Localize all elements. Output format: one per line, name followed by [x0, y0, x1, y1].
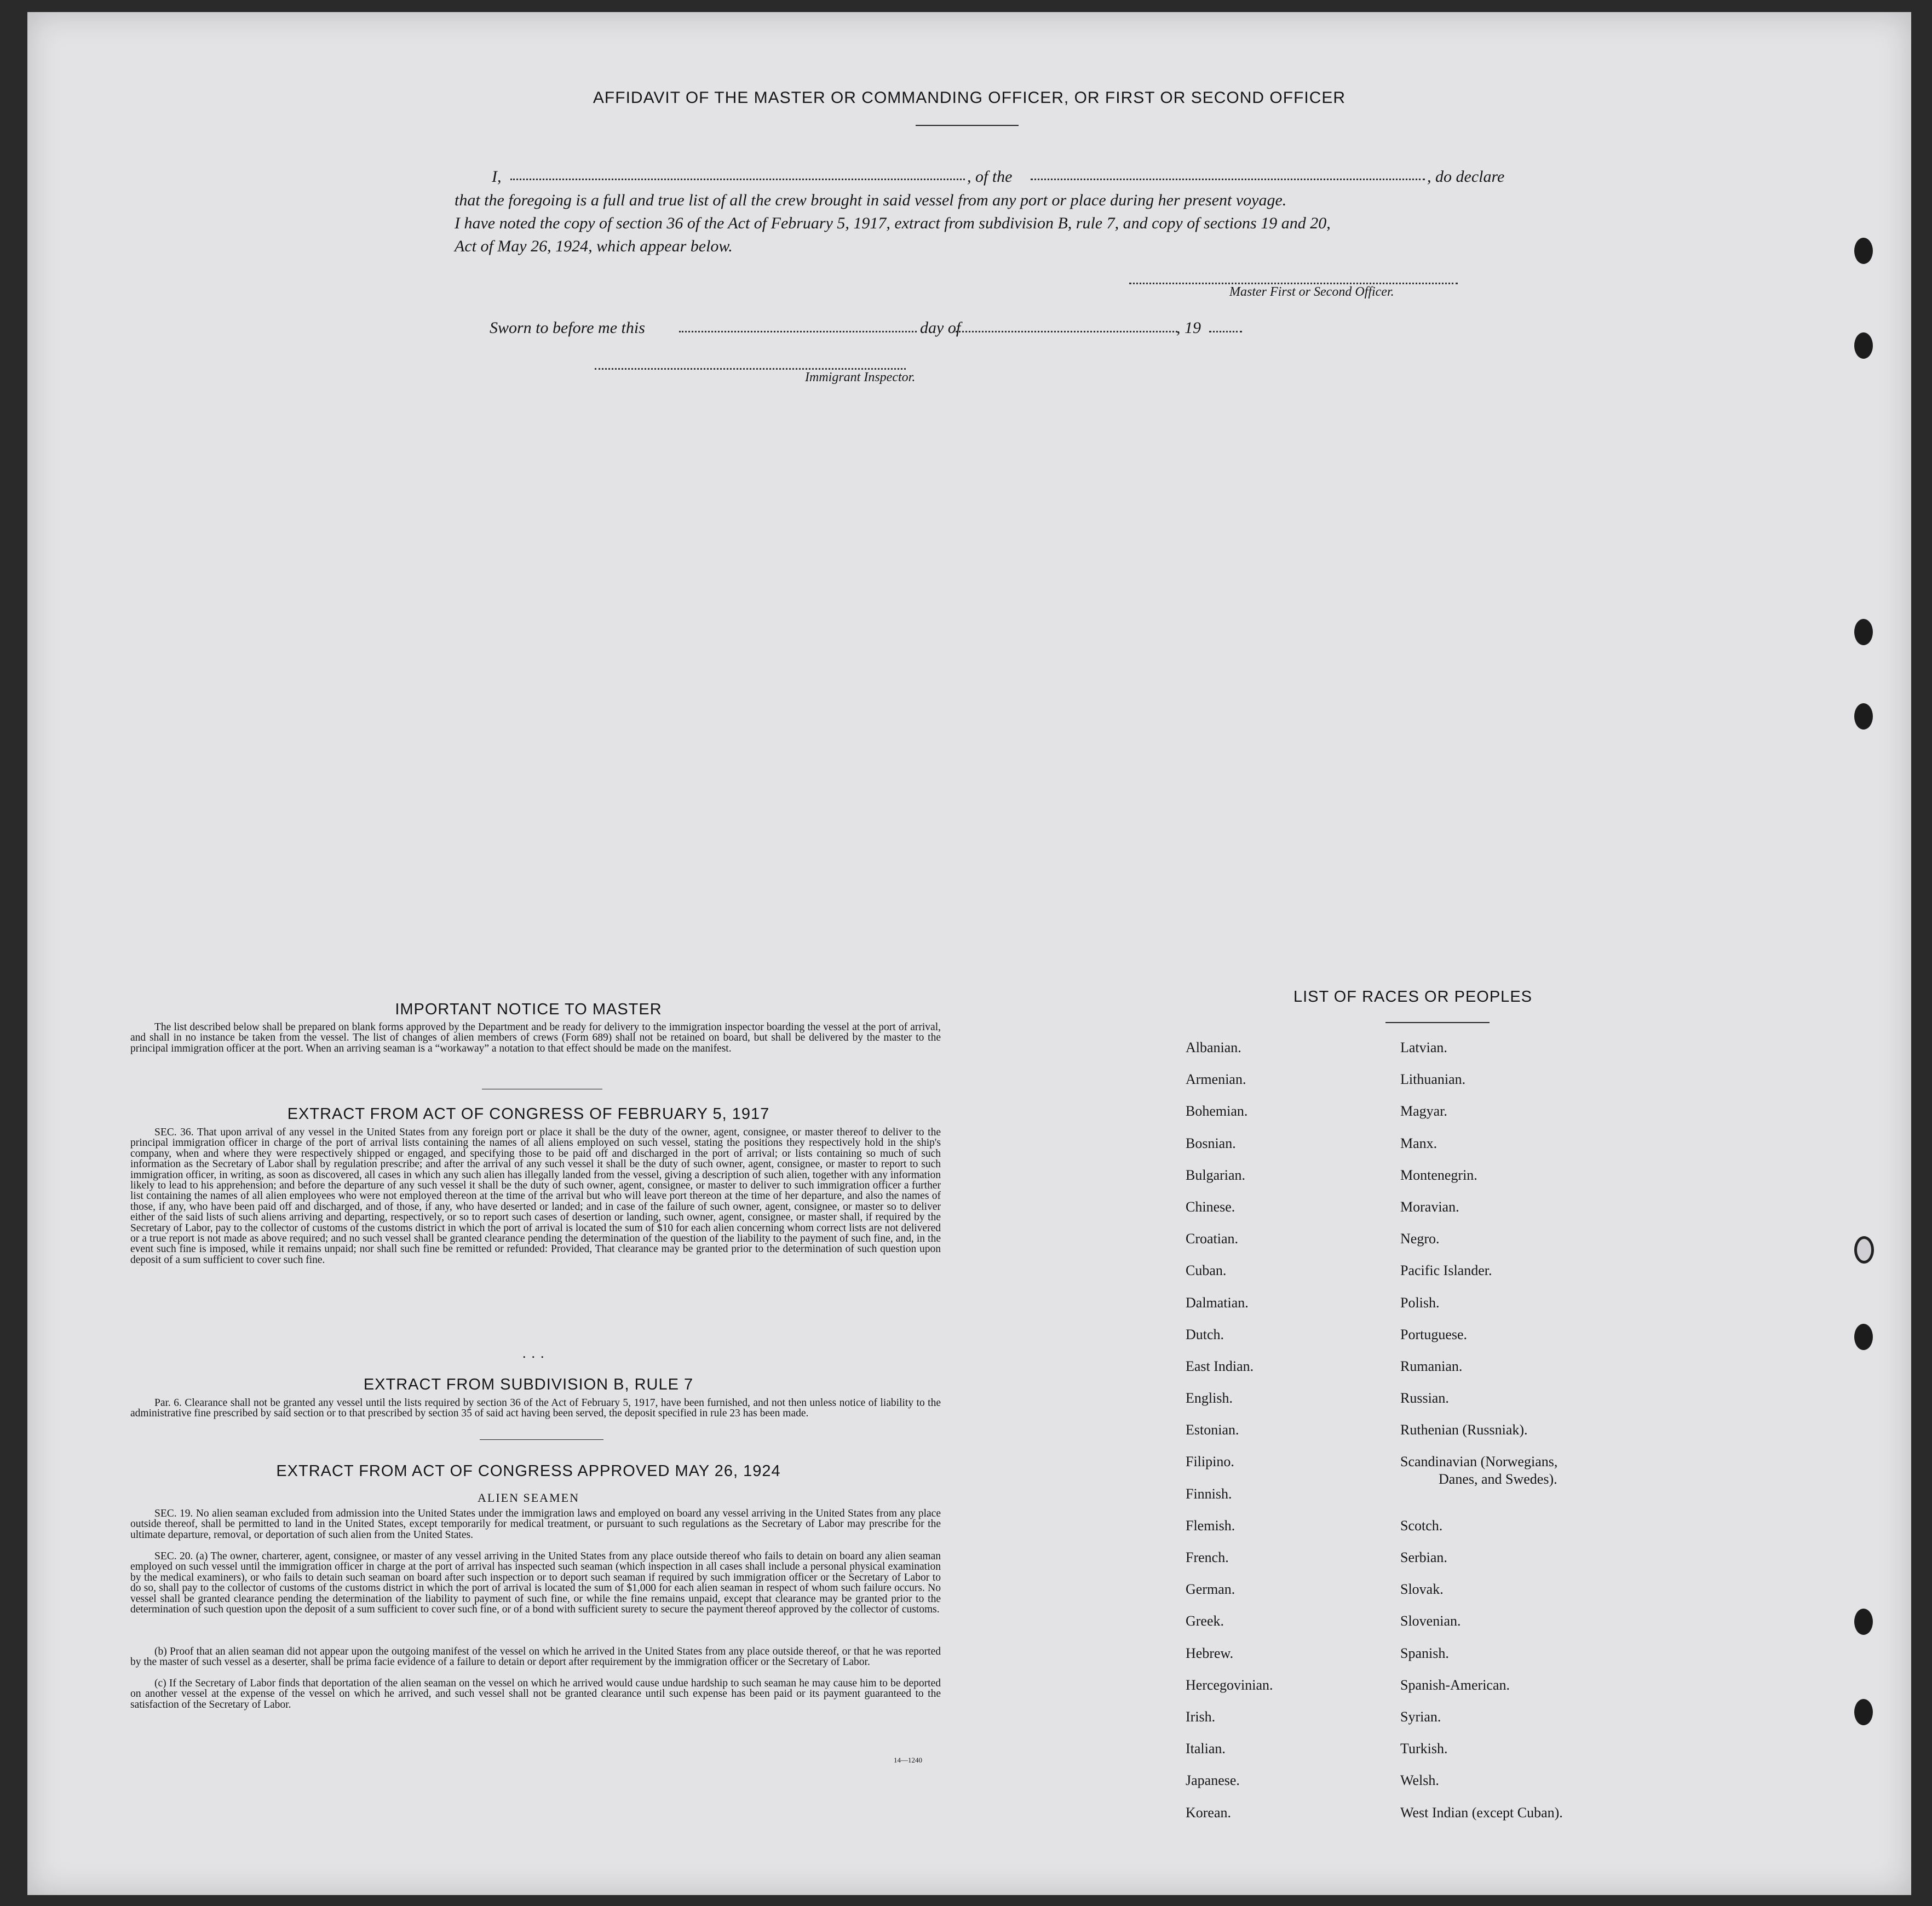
- race-item: Slovenian.: [1400, 1613, 1461, 1629]
- binder-hole: [1854, 1324, 1873, 1350]
- race-item: Scandinavian (Norwegians,: [1400, 1454, 1558, 1470]
- binder-hole: [1854, 332, 1873, 359]
- race-item: Portuguese.: [1400, 1326, 1468, 1342]
- race-item: Flemish.: [1186, 1517, 1235, 1534]
- sec20a-text: SEC. 20. (a) The owner, charterer, agent, consignee, or master of any vessel arriving in the United States from any place outside thereof who fails to detain on board any alien seaman employed on such vessel until the immigration officer in charge at the port of arrival has inspected such seaman (which inspection in all cases shall include a personal physical examination by the medical examiners), or who fails to detain such seaman on board after such inspection or to deport such seaman if required by such immigration officer or the Secretary of Labor to do so, shall pay to the collector of customs of the customs district in which the port of arrival is located the sum of $1,000 for each alien seaman in respect of whom such failure occurs. No vessel shall be granted clearance pending the determination of the liability to payment of such fine, or while the fine remains unpaid, except that clearance may be granted prior to the determination of such question upon the deposit of a sum sufficient to cover such fine, or of a bond with sufficient surety to secure the payment thereof approved by the collector of customs.: [130, 1551, 941, 1616]
- affidavit-line-4: Act of May 26, 1924, which appear below.: [455, 237, 733, 255]
- race-item: Manx.: [1400, 1135, 1438, 1151]
- form-number: 14—1240: [894, 1756, 922, 1764]
- race-item: Spanish.: [1400, 1645, 1449, 1661]
- affidavit-i: I,: [492, 168, 502, 186]
- document-page: [27, 12, 1911, 1895]
- race-item: Slovak.: [1400, 1581, 1444, 1598]
- master-signature-line: [1129, 283, 1458, 284]
- bleed-through: [575, 401, 592, 434]
- race-item: Spanish-American.: [1400, 1677, 1510, 1693]
- race-item: Dalmatian.: [1186, 1294, 1249, 1311]
- section-dots: ...: [522, 1345, 550, 1361]
- sworn-year: , 19: [1176, 319, 1201, 337]
- race-item: Polish.: [1400, 1294, 1440, 1311]
- binder-hole: [1854, 619, 1873, 645]
- race-item: East Indian.: [1186, 1358, 1254, 1374]
- race-item: Finnish.: [1186, 1485, 1232, 1502]
- notice-text: The list described below shall be prepared on blank forms approved by the Department and be ready for delivery to the immigration inspector boarding the vessel at the port of arrival, and shall in no instance be taken from the vessel. The list of changes of alien members of crews (Form 689) shall not be retained on board, but shall be delivered by the master to the principal immigration officer at the port. When an arriving seaman is a “workaway” a notation to that effect should be made on the manifest.: [130, 1021, 941, 1054]
- race-item: Lithuanian.: [1400, 1071, 1466, 1088]
- race-item: Bohemian.: [1186, 1103, 1248, 1120]
- inspector-label: Immigrant Inspector.: [805, 370, 916, 384]
- race-item: Japanese.: [1186, 1772, 1240, 1789]
- sec20b-text: (b) Proof that an alien seaman did not appear upon the outgoing manifest of the vessel on which he arrived in the United States from any place outside thereof, or that he was reported by the master of such vessel as a deserter, shall be prima facie evidence of a failure to detain or deport after requirement by the immigration officer or the Secretary of Labor.: [130, 1646, 941, 1668]
- sworn-date-blank: [679, 331, 917, 332]
- binder-hole: [1854, 1236, 1874, 1264]
- race-item: Hercegovinian.: [1186, 1677, 1273, 1693]
- race-item: Turkish.: [1400, 1741, 1448, 1757]
- binder-hole: [1854, 703, 1873, 730]
- race-item: Italian.: [1186, 1741, 1226, 1757]
- race-item: Latvian.: [1400, 1040, 1447, 1055]
- notice-heading: IMPORTANT NOTICE TO MASTER: [395, 1001, 662, 1018]
- races-column-1: [1186, 1039, 1273, 1836]
- extract-1924-heading: EXTRACT FROM ACT OF CONGRESS APPROVED MAY 26, 1924: [276, 1462, 781, 1480]
- affidavit-line-2: that the foregoing is a full and true list of all the crew brought in said vessel from any port or place during her present voyage.: [455, 191, 1287, 209]
- race-item: Croatian.: [1186, 1231, 1239, 1247]
- race-item: Pacific Islander.: [1400, 1262, 1492, 1279]
- race-item: Albanian.: [1186, 1040, 1241, 1055]
- race-item: Dutch.: [1186, 1326, 1224, 1342]
- race-item: Estonian.: [1186, 1422, 1239, 1438]
- rule7-text: Par. 6. Clearance shall not be granted any vessel until the lists required by section 36 of the Act of February 5, 1917, have been furnished, and not then unless notice of liability to the administrative fine prescribed by said section or to that prescribed by section 35 of said act having been served, the deposit specified in rule 23 has been made.: [130, 1397, 941, 1420]
- race-item: Irish.: [1186, 1708, 1216, 1725]
- race-item: German.: [1186, 1581, 1235, 1598]
- race-item: Magyar.: [1400, 1103, 1447, 1120]
- race-item: Serbian.: [1400, 1549, 1447, 1566]
- race-item: Moravian.: [1400, 1198, 1459, 1215]
- affidavit-declare: , do declare: [1427, 168, 1505, 186]
- race-item: Welsh.: [1400, 1772, 1439, 1789]
- race-item: Cuban.: [1186, 1262, 1227, 1279]
- race-item: Montenegrin.: [1400, 1167, 1477, 1183]
- race-item: Danes, and Swedes).: [1439, 1471, 1557, 1488]
- sworn-prefix: Sworn to before me this: [490, 319, 645, 337]
- race-item: Syrian.: [1400, 1708, 1441, 1725]
- binder-hole: [1854, 1609, 1873, 1635]
- race-item: Greek.: [1186, 1613, 1224, 1629]
- binder-hole: [1854, 1699, 1873, 1725]
- name-blank: [510, 179, 965, 180]
- sworn-day-of: day of: [920, 319, 961, 337]
- binder-hole: [1854, 238, 1873, 264]
- vessel-blank: [1031, 179, 1425, 180]
- rule7-heading: EXTRACT FROM SUBDIVISION B, RULE 7: [363, 1376, 694, 1393]
- race-item: Hebrew.: [1186, 1645, 1234, 1661]
- master-signature-label: Master First or Second Officer.: [1229, 285, 1394, 299]
- races-column-2: [1400, 1039, 1563, 1836]
- title-rule: [916, 125, 1019, 126]
- race-item: Filipino.: [1186, 1454, 1234, 1470]
- race-item: English.: [1186, 1390, 1233, 1406]
- affidavit-title: AFFIDAVIT OF THE MASTER OR COMMANDING OFFICER, OR FIRST OR SECOND OFFICER: [593, 89, 1346, 107]
- section-rule: [480, 1439, 603, 1440]
- race-item: Chinese.: [1186, 1198, 1235, 1215]
- extract-1917-text: SEC. 36. That upon arrival of any vessel in the United States from any foreign port or place it shall be the duty of the owner, agent, consignee, or master thereof to deliver to the principal immigration officer in charge of the port of arrival lists containing the names of all aliens employed on such vessel, stating the positions they respectively hold in the ship's company, when and where they were respectively shipped or engaged, and specifying those to be paid off and discharged in the port of arrival; or lists containing so much of such information as the Secretary of Labor shall by regulation prescribe; and after the arrival of any such vessel it shall be the duty of such owner, agent, consignee, or master to report to such immigration officer, in writing, as soon as discovered, all cases in which any such alien has illegally landed from the vessel, giving a description of such alien, together with any information likely to lead to his apprehension; and before the departure of any such vessel it shall be the duty of such owner, agent, consignee, or master to deliver to such immigration officer a further list containing the names of all alien employees who were not employed thereon at the time of the arrival but who will leave port thereon at the time of her departure, and also the names of those, if any, who have been paid off and discharged, and of those, if any, who have deserted or landed; and in case of the failure of such owner, agent, consignee, or master so to deliver either of the said lists of such aliens arriving and departing, respectively, or so to report such cases of desertion or landing, such owner, agent, consignee, or master shall, if required by the Secretary of Labor, pay to the collector of customs of the customs district in which the port of arrival is located the sum of $10 for each alien concerning whom correct lists are not delivered or a true report is not made as above required; and no such vessel shall be granted clearance pending the determination of the question of the liability to the payment of such fine, and, in the event such fine is imposed, while it remains unpaid; nor shall such fine be remitted or refunded: Provided, That clearance may be granted prior to the determination of such question upon deposit of a sum sufficient to cover such fine.: [130, 1127, 941, 1266]
- alien-seamen-subheading: ALIEN SEAMEN: [478, 1491, 579, 1505]
- sworn-year-blank: [1209, 331, 1242, 332]
- race-item: Negro.: [1400, 1231, 1440, 1247]
- affidavit-line-3: I have noted the copy of section 36 of the Act of February 5, 1917, extract from subdivision B, rule 7, and copy of sections 19 and 20,: [455, 214, 1331, 232]
- race-item: Scotch.: [1400, 1517, 1443, 1534]
- race-item: Bulgarian.: [1186, 1167, 1246, 1183]
- sec20c-text: (c) If the Secretary of Labor finds that deportation of the alien seaman on the vessel on which he arrived would cause undue hardship to such seaman he may cause him to be deported on another vessel at the expense of the vessel on which he arrived, and such vessel shall not be granted clearance until such expense has been paid or its payment guaranteed to the satisfaction of the Secretary of Labor.: [130, 1678, 941, 1710]
- race-item: Ruthenian (Russniak).: [1400, 1422, 1528, 1438]
- race-item: French.: [1186, 1549, 1229, 1565]
- inspector-signature-line: [595, 368, 906, 370]
- extract-1917-heading: EXTRACT FROM ACT OF CONGRESS OF FEBRUARY 5, 1917: [287, 1105, 770, 1123]
- race-item: Armenian.: [1186, 1071, 1246, 1088]
- affidavit-of-the: , of the: [967, 168, 1013, 186]
- races-title: LIST OF RACES OR PEOPLES: [1293, 988, 1533, 1006]
- race-item: West Indian (except Cuban).: [1400, 1804, 1563, 1821]
- sworn-month-blank: [953, 331, 1177, 332]
- races-title-rule: [1385, 1022, 1490, 1023]
- race-item: Rumanian.: [1400, 1358, 1463, 1374]
- sec19-text: SEC. 19. No alien seaman excluded from admission into the United States under the immigration laws and employed on board any vessel arriving in the United States from any place outside thereof, shall be permitted to land in the United States, except temporarily for medical treatment, or pursuant to such regulations as the Secretary of Labor may prescribe for the ultimate departure, removal, or deportation of such alien from the United States.: [130, 1508, 941, 1541]
- race-item: Russian.: [1400, 1390, 1449, 1406]
- race-item: Bosnian.: [1186, 1135, 1236, 1151]
- race-item: Korean.: [1186, 1804, 1232, 1821]
